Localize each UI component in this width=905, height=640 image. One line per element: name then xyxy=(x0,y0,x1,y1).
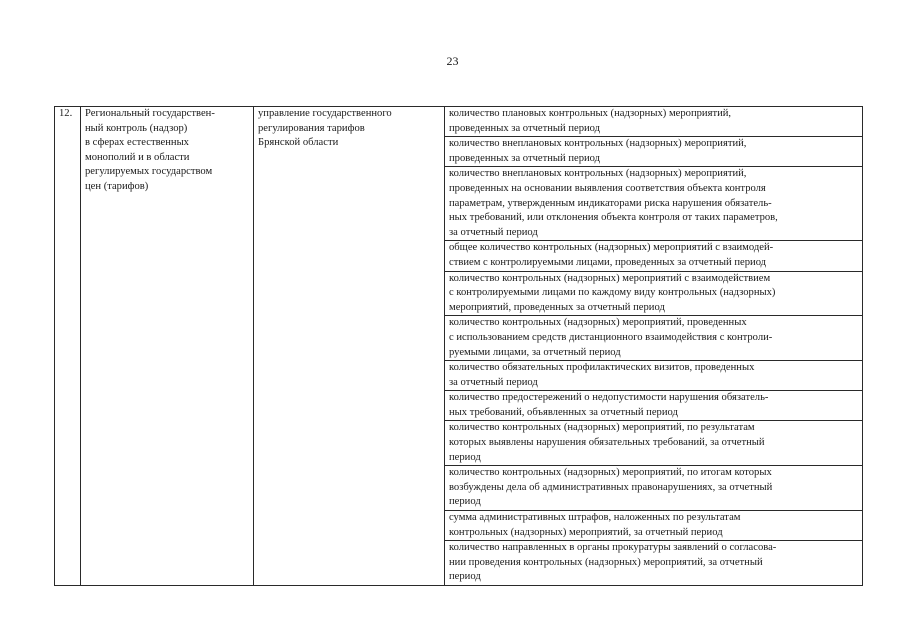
indicator-line: период xyxy=(449,451,481,463)
indicator-line: возбуждены дела об административных правонарушениях, за отчетный xyxy=(449,481,773,493)
indicator-line: количество контрольных (надзорных) мероприятий, по результатам xyxy=(449,422,755,434)
indicator-line: ных требований, или отклонения объекта контроля от таких параметров, xyxy=(449,212,778,224)
indicator-line: количество обязательных профилактических визитов, проведенных xyxy=(449,362,755,374)
control-authority-line: управление государственного xyxy=(258,108,392,119)
control-type-name-line: в сферах естественных xyxy=(85,137,189,149)
indicator-line: количество контрольных (надзорных) мероприятий, проведенных xyxy=(449,317,747,329)
row-number: 12. xyxy=(55,107,81,586)
indicator-line: сумма административных штрафов, наложенных по результатам xyxy=(449,512,741,524)
control-type-name-line: Региональный государствен- xyxy=(85,108,215,119)
indicator-line: количество контрольных (надзорных) мероприятий с взаимодействием xyxy=(449,272,771,284)
page-number: 23 xyxy=(446,54,459,68)
indicator-line: с контролируемыми лицами по каждому виду контрольных (надзорных) xyxy=(449,287,776,299)
indicator-cell xyxy=(445,511,863,541)
indicator-cell xyxy=(445,137,863,167)
indicator-cell xyxy=(445,466,863,511)
control-indicators-table xyxy=(54,106,863,586)
indicator-line: за отчетный период xyxy=(449,226,538,238)
indicator-line: количество контрольных (надзорных) мероприятий, по итогам которых xyxy=(449,467,772,479)
indicator-line: за отчетный период xyxy=(449,376,538,388)
indicator-line: проведенных на основании выявления соответствия объекта контроля xyxy=(449,182,766,194)
indicator-line: руемыми лицами, за отчетный период xyxy=(449,346,621,358)
indicator-line: контрольных (надзорных) мероприятий, за отчетный период xyxy=(449,526,723,538)
indicator-line: ствием с контролируемыми лицами, проведенных за отчетный период xyxy=(449,256,767,268)
indicator-cell xyxy=(445,541,863,586)
control-authority-line: Брянской области xyxy=(258,137,339,149)
indicator-cell xyxy=(445,241,863,271)
indicator-cell xyxy=(445,391,863,421)
control-authority xyxy=(254,107,445,586)
indicator-cell xyxy=(445,421,863,466)
indicator-line: период xyxy=(449,571,481,583)
indicator-line: нии проведения контрольных (надзорных) мероприятий, за отчетный xyxy=(449,556,763,568)
indicator-cell xyxy=(445,316,863,361)
indicator-line: параметрам, утвержденным индикаторами риска нарушения обязатель- xyxy=(449,197,772,209)
control-type-name-line: регулируемых государством xyxy=(85,166,213,178)
indicator-line: общее количество контрольных (надзорных) мероприятий с взаимодей- xyxy=(449,242,774,254)
indicator-line: период xyxy=(449,496,481,508)
control-type-name-line: монополий и в области xyxy=(85,151,190,163)
indicator-line: проведенных за отчетный период xyxy=(449,122,601,134)
indicator-line: количество направленных в органы прокуратуры заявлений о согласова- xyxy=(449,542,777,554)
table-body xyxy=(55,107,863,586)
control-type-name-line: цен (тарифов) xyxy=(85,180,149,192)
table-row xyxy=(55,107,863,137)
indicator-line: проведенных за отчетный период xyxy=(449,152,601,164)
control-type-name xyxy=(81,107,254,586)
indicator-line: с использованием средств дистанционного взаимодействия с контроли- xyxy=(449,331,773,343)
indicator-line: количество внеплановых контрольных (надзорных) мероприятий, xyxy=(449,168,747,180)
indicator-line: количество плановых контрольных (надзорных) мероприятий, xyxy=(449,108,732,119)
indicator-line: которых выявлены нарушения обязательных требований, за отчетный xyxy=(449,437,765,449)
indicator-cell xyxy=(445,167,863,241)
control-authority-line: регулирования тарифов xyxy=(258,122,365,134)
indicator-line: мероприятий, проведенных за отчетный период xyxy=(449,301,665,313)
control-type-name-line: ный контроль (надзор) xyxy=(85,122,188,134)
indicator-line: количество предостережений о недопустимости нарушения обязатель- xyxy=(449,392,769,404)
indicator-line: количество внеплановых контрольных (надзорных) мероприятий, xyxy=(449,138,747,150)
indicator-cell xyxy=(445,361,863,391)
indicator-cell xyxy=(445,271,863,316)
indicator-cell xyxy=(445,107,863,137)
indicator-line: ных требований, объявленных за отчетный период xyxy=(449,406,678,418)
